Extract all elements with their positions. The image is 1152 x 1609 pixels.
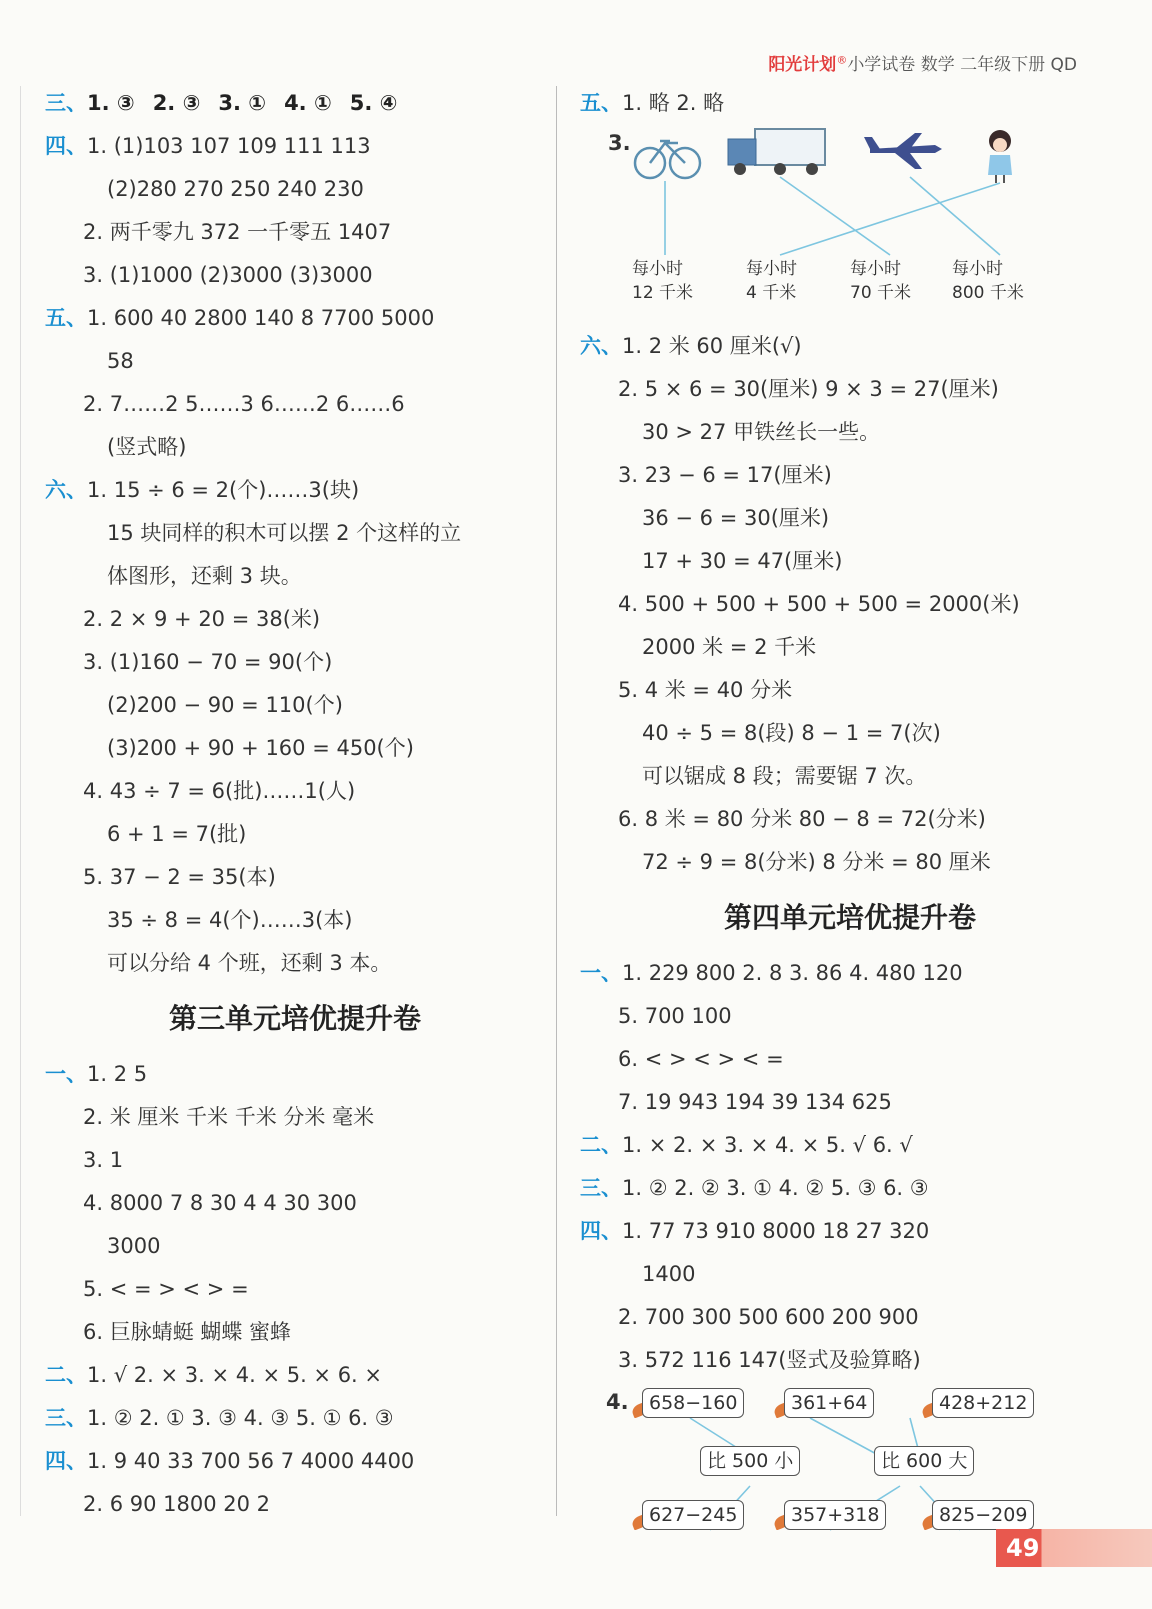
answer-line: 5. 700 100 [618,1004,732,1028]
answer-line: 四、1. 9 40 33 700 56 7 4000 4400 [45,1449,415,1473]
expression-box: 428+212 [932,1388,1034,1418]
answer-line: 六、1. 15 ÷ 6 = 2(个)……3(块) [45,478,360,502]
answer-line: 一、1. 2 5 [45,1062,148,1086]
answer-line: (2)200 − 90 = 110(个) [107,693,343,717]
answer-line: 6. < > < > < = [618,1047,784,1071]
airplane-icon [864,133,942,169]
answer-line: 3. (1)1000 (2)3000 (3)3000 [83,263,373,287]
answer-line: 3. (1)160 − 70 = 90(个) [83,650,333,674]
expression-box: 627−245 [642,1500,744,1530]
answer-line: 5. 4 米 = 40 分米 [618,678,793,702]
unit-4-title: 第四单元培优提升卷 [723,901,976,934]
page-number: 49 [1006,1534,1040,1562]
unit-3-title: 第三单元培优提升卷 [168,1002,421,1035]
answer-line: 2. 两千零九 372 一千零五 1407 [83,220,392,244]
answer-line: 40 ÷ 5 = 8(段) 8 − 1 = 7(次) [642,721,941,745]
page-header [768,50,1077,75]
answer-line: 3. 1 [83,1148,124,1172]
answer-line: 二、1. √ 2. × 3. × 4. × 5. × 6. × [45,1363,383,1387]
answer-line: 58 [107,349,134,373]
matching-lines [665,177,1000,255]
answer-line: 六、1. 2 米 60 厘米(√) [580,334,802,358]
answer-line: 2. 2 × 9 + 20 = 38(米) [83,607,321,631]
header-reg: ® [836,53,848,67]
left-margin-line [20,86,21,1516]
speed-matching-figure [580,125,1120,325]
speed-label-3: 每小时 70 千米 [850,259,912,303]
speed-label-4: 每小时 800 千米 [952,259,1024,303]
answer-line: 2. 700 300 500 600 200 900 [618,1305,919,1329]
speed-label-2: 每小时 4 千米 [746,259,797,303]
answer-line: 17 + 30 = 47(厘米) [642,549,843,573]
answer-line: 四、1. (1)103 107 109 111 113 [45,134,371,158]
answer-line: 3000 [107,1234,161,1258]
answer-line: 36 − 6 = 30(厘米) [642,506,830,530]
answer-line: 二、1. × 2. × 3. × 4. × 5. √ 6. √ [580,1133,913,1157]
header-subtitle: 小学试卷 数学 二年级下册 QD [847,55,1077,75]
answer-line: 4. 8000 7 8 30 4 4 30 300 [83,1191,357,1215]
expression-box: 357+318 [784,1500,886,1530]
answer-line: 可以分给 4 个班，还剩 3 本。 [107,951,392,975]
answer-line: 5. < = > < > = [83,1277,249,1301]
answer-line: 72 ÷ 9 = 8(分米) 8 分米 = 80 厘米 [642,850,991,874]
answer-line: 2000 米 = 2 千米 [642,635,817,659]
answer-line: 四、1. 77 73 910 8000 18 27 320 [580,1219,930,1243]
category-box: 比 600 大 [874,1446,974,1476]
speed-label-bicycle: 每小时 12 千米 [632,259,694,303]
answer-line: 2. 7……2 5……3 6……2 6……6 [83,392,405,416]
answer-line: 五、1. 略 2. 略 [580,91,725,115]
answer-line: 2. 6 90 1800 20 2 [83,1492,271,1516]
expression-box: 658−160 [642,1388,744,1418]
match-label: 4. [606,1390,629,1414]
figure-label: 3. [608,131,631,155]
category-box: 比 500 小 [700,1446,800,1476]
answer-line: 6 + 1 = 7(批) [107,822,247,846]
bicycle-icon [635,141,700,178]
page-number-badge [996,1529,1152,1567]
answer-line: 15 块同样的积木可以摆 2 个这样的立 [107,521,462,545]
answer-line: 2. 米 厘米 千米 千米 分米 毫米 [83,1105,375,1129]
answer-line: 2. 5 × 6 = 30(厘米) 9 × 3 = 27(厘米) [618,377,999,401]
right-column [580,82,1120,1572]
answer-line: 3. 23 − 6 = 17(厘米) [618,463,832,487]
answer-line: 三、1. ③ 2. ③ 3. ① 4. ① 5. ④ [45,91,398,115]
answer-line: 5. 37 − 2 = 35(本) [83,865,276,889]
column-divider [556,86,557,1516]
answer-line: 6. 8 米 = 80 分米 80 − 8 = 72(分米) [618,807,986,831]
answer-line: 三、1. ② 2. ② 3. ① 4. ② 5. ③ 6. ③ [580,1176,929,1200]
answer-line: 6. 巨脉蜻蜓 蝴蝶 蜜蜂 [83,1320,292,1344]
answer-line: 35 ÷ 8 = 4(个)……3(本) [107,908,353,932]
answer-line: 30 > 27 甲铁丝长一些。 [642,420,881,444]
answer-line: (2)280 270 250 240 230 [107,177,364,201]
truck-icon [728,129,825,175]
answer-line: 4. 43 ÷ 7 = 6(批)……1(人) [83,779,356,803]
answer-line: 7. 19 943 194 39 134 625 [618,1090,892,1114]
expression-box: 361+64 [784,1388,874,1418]
answer-line: 三、1. ② 2. ① 3. ③ 4. ③ 5. ① 6. ③ [45,1406,394,1430]
answer-line: 一、1. 229 800 2. 8 3. 86 4. 480 120 [580,961,963,985]
answer-line: (3)200 + 90 + 160 = 450(个) [107,736,414,760]
answer-line: 3. 572 116 147(竖式及验算略) [618,1348,921,1372]
answer-line: (竖式略) [107,435,187,459]
answer-line: 4. 500 + 500 + 500 + 500 = 2000(米) [618,592,1020,616]
answer-line: 1400 [642,1262,696,1286]
header-brand: 阳光计划 [768,55,837,75]
answer-line: 可以锯成 8 段；需要锯 7 次。 [642,764,927,788]
answer-line: 体图形，还剩 3 块。 [107,564,302,588]
expression-box: 825−209 [932,1500,1034,1530]
girl-icon [988,130,1012,183]
left-column [45,82,545,1526]
answer-line: 五、1. 600 40 2800 140 8 7700 5000 [45,306,435,330]
